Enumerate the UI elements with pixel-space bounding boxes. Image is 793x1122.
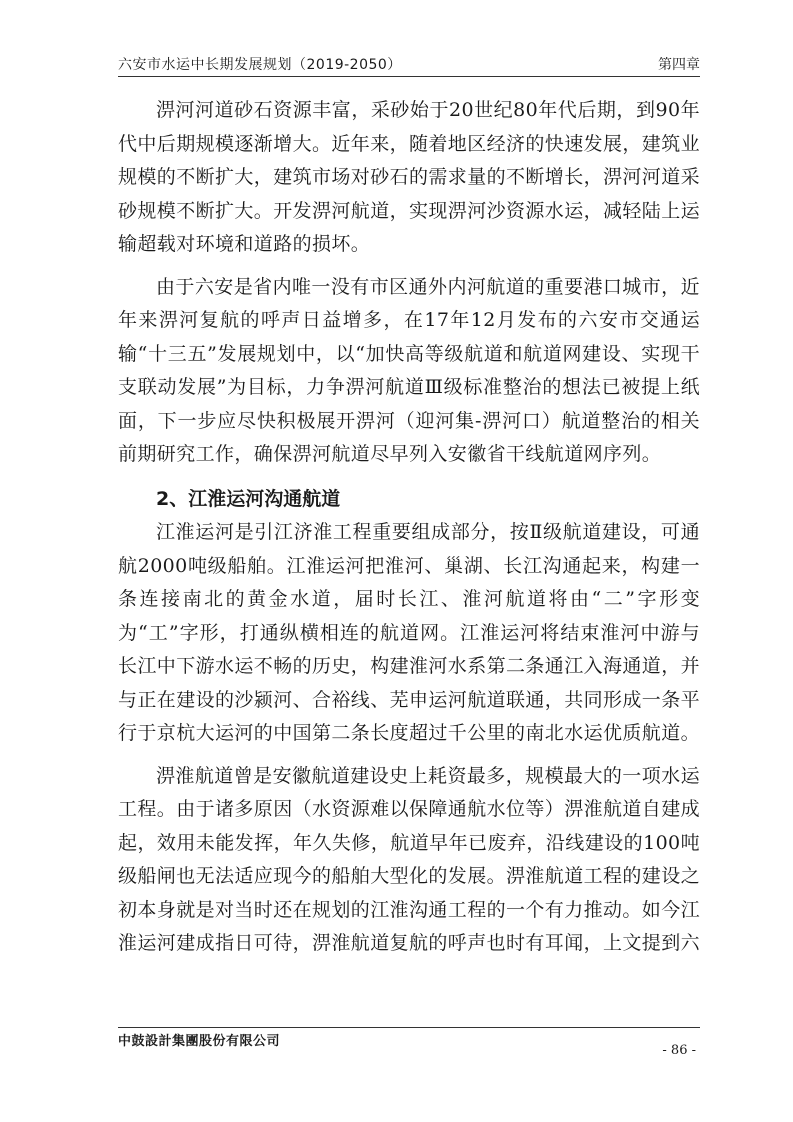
paragraph-pihe-restoration: 由于六安是省内唯一没有市区通外内河航道的重要港口城市，近年来淠河复航的呼声日益增多，在17年12月发布的六安市交通运输“十三五”发展规划中，以“加快高等级航道和航道网建设、实现干支联动发展”为目标，力争淠河航道Ⅲ级标准整治的想法已被提上纸面，下一步应尽快积极展开淠河（迎河集-淠河口）航道整治的相关前期研究工作，确保淠河航道尽早列入安徽省干线航道网序列。 xyxy=(118,275,700,465)
header-divider xyxy=(118,76,700,77)
chapter-label: 第四章 xyxy=(658,57,700,73)
document-title: 六安市水运中长期发展规划（2019-2050） xyxy=(118,57,402,73)
page-number: - 86 - xyxy=(662,1043,696,1058)
company-name: 中鼓設計集團股份有限公司 xyxy=(118,1034,281,1049)
document-body xyxy=(118,94,700,961)
paragraph-jianghuai-canal: 江淮运河是引江济淮工程重要组成部分，按Ⅱ级航道建设，可通航2000吨级船舶。江淮运河把淮河、巢湖、长江沟通起来，构建一条连接南北的黄金水道，届时长江、淮河航道将由“二”字形变为“工”字形，打通纵横相连的航道网。江淮运河将结束淮河中游与长江中下游水运不畅的历史，构建淮河水系第二条通江入海通道，并与正在建设的沙颍河、合裕线、芜申运河航道联通，共同形成一条平行于京杭大运河的中国第二条长度超过千公里的南北水运优质航道。 xyxy=(118,521,701,744)
page-header xyxy=(118,52,700,76)
footer-divider xyxy=(118,1027,700,1028)
paragraph-sand-resources: 淠河河道砂石资源丰富，采砂始于20世纪80年代后期，到90年代中后期规模逐渐增大。近年来，随着地区经济的快速发展，建筑业规模的不断扩大，建筑市场对砂石的需求量的不断增长，淠河河道采砂规模不断扩大。开发淠河航道，实现淠河沙资源水运，减轻陆上运输超载对环境和道路的损坏。 xyxy=(118,99,701,255)
section-heading: 2、江淮运河沟通航道 xyxy=(156,487,341,510)
paragraph-pihuai-channel: 淠淮航道曾是安徽航道建设史上耗资最多，规模最大的一项水运工程。由于诸多原因（水资源难以保障通航水位等）淠淮航道自建成起，效用未能发挥，年久失修，航道早年已废弃，沿线建设的100吨级船闸也无法适应现今的船舶大型化的发展。淠淮航道工程的建设之初本身就是对当时还在规划的江淮沟通工程的一个有力推动。如今江淮运河建成指日可待，淠淮航道复航的呼声也时有耳闻，上文提到六 xyxy=(118,764,701,954)
page-footer xyxy=(118,1030,700,1060)
